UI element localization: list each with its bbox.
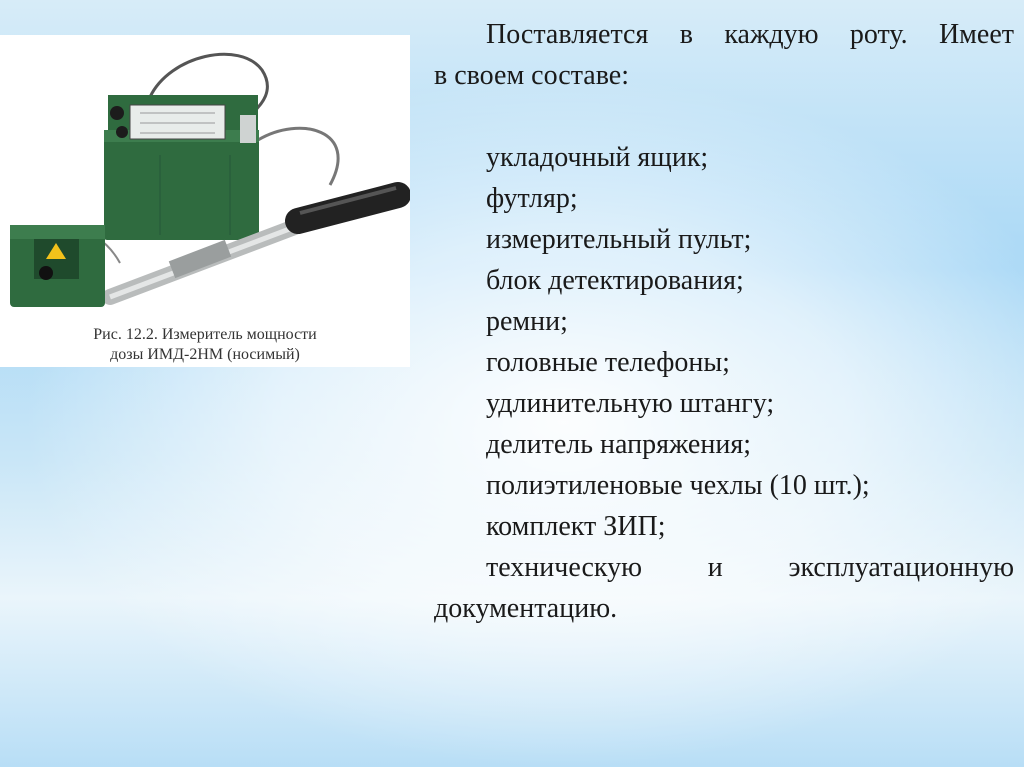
knob	[39, 266, 53, 280]
intro-line: Поставляется в каждую роту. Имеет	[486, 19, 1014, 50]
component-list	[434, 137, 1014, 547]
connector	[240, 115, 256, 143]
device-figure	[0, 35, 410, 367]
list-item: головные телефоны;	[486, 347, 730, 378]
list-item: полиэтиленовые чехлы (10 шт.);	[486, 470, 870, 501]
list-item: комплект ЗИП;	[486, 511, 666, 542]
cable	[258, 128, 338, 185]
knob	[116, 126, 128, 138]
last-line: техническую и эксплуатационную	[486, 552, 1014, 583]
intro-line: в своем составе:	[434, 60, 629, 91]
last-line: документацию.	[434, 593, 618, 624]
list-item: удлинительную штангу;	[486, 388, 775, 419]
knob	[110, 106, 124, 120]
device-panel	[130, 105, 225, 139]
list-item: ремни;	[486, 306, 568, 337]
content-text	[434, 14, 1014, 629]
list-item: футляр;	[486, 183, 578, 214]
device-illustration	[0, 35, 410, 367]
list-item: укладочный ящик;	[486, 142, 709, 173]
probe-coupling	[169, 240, 231, 278]
list-item: измерительный пульт;	[486, 224, 752, 255]
list-item: блок детектирования;	[486, 265, 744, 296]
device-body	[104, 130, 259, 240]
figure-caption: Рис. 12.2. Измеритель мощности дозы ИМД-2НМ (носимый)	[93, 326, 317, 363]
list-item: делитель напряжения;	[486, 429, 751, 460]
